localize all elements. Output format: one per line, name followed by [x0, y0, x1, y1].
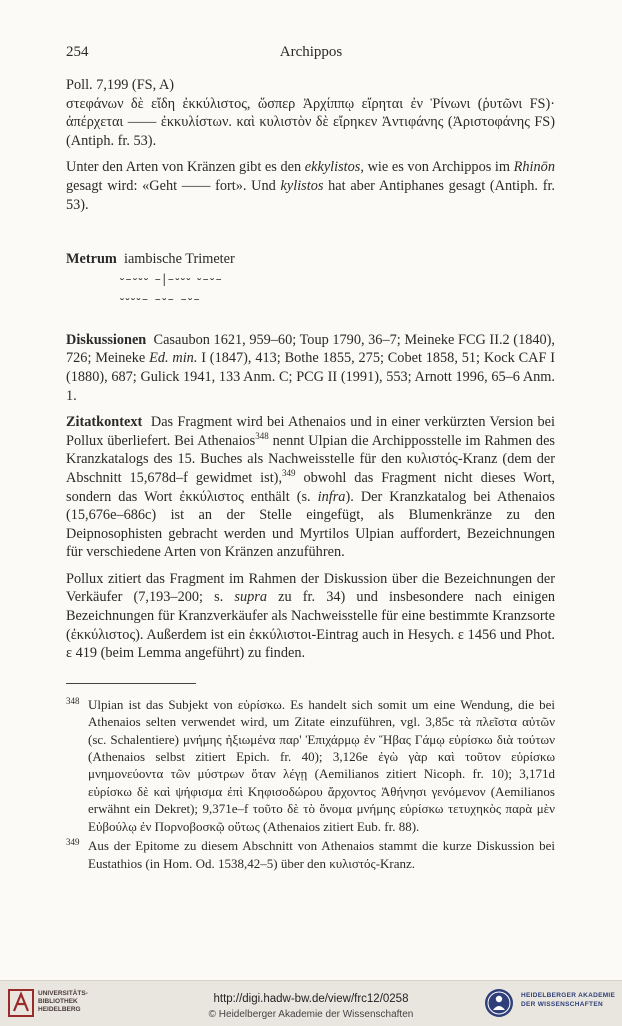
footnote-text: Ulpian ist das Subjekt von εὑρίσκω. Es handelt sich somit um eine Wendung, die bei Athenaios selten verwendet wird, um Zitate einzuführen, vgl. 3,85c τὰ πλεῖστα αὐτῶν (sc. Schalentiere) μνήμης ἠξιωμένα παρ' Ἐπιχάρμῳ ἐν Ἥβας Γάμῳ εὑρίσκω διὰ τούτων (Athenaios selbst zitiert Epich. fr. 40); 3,126e ἐγὼ γὰρ καὶ τοῦτον εὑρίσκω μνημονεύοντα τῶν μύστρων ὅταν λέγῃ (Aemilianos zitiert Nicoph. fr. 10); 3,171d εὑρίσκω δὲ καὶ ψήφισμα ἐπὶ Κηφισοδώρου ἄρχοντος Ἀθήνησι γενόμενον (Aemilianos erwähnt ein Dekret); 9,371e–f τοῦτο δὲ τὸ ὄνομα μνήμης εὑρίσκω τετυχηκὸς παρὰ μὲν Εὐβούλῳ ἐν Πορνοβοσκῷ οὕτως (Athenaios zitiert Eub. fr. 88). — [88, 696, 555, 834]
page-body — [66, 76, 555, 874]
footnote-number: 348 — [66, 695, 80, 706]
footnote-348 — [66, 696, 555, 835]
source-citation: Poll. 7,199 (FS, A) — [66, 77, 175, 93]
footnote-divider — [66, 683, 196, 684]
academy-name[interactable]: HEIDELBERGER AKADEMIE DER WISSENSCHAFTEN — [521, 992, 616, 1008]
zitatkontext-paragraph-2: Pollux zitiert das Fragment im Rahmen der Diskussion über die Bezeichnungen der Verkäufer (7,193–200; s. supra zu fr. 34) und insbesondere nach einigen Bezeichnungen für Kranzverkäufer als Nachweisstelle für eine bestimmte Kranzsorte (ἐκκύλιστος). Außerdem ist ein ἐκκύλιστοι-Eintrag auch in Hesych. ε 1456 und Phot. ε 419 (beim Lemma angeführt) zu finden. — [66, 570, 555, 662]
zitatkontext-section: Zitatkontext Das Fragment wird bei Athenaios und in einer verkürzten Version bei Pollux überliefert. Bei Athenaios$^{348}$ nennt Ulpian die Archipposstelle im Rahmen des Kranzkatalogs des 15. Buches als Nachweisstelle für den κυλιστός-Kranz (dem der Abschnitt 15,678d–f gewidmet ist),$^{349}$ obwohl das Fragment nicht dieses Wort, sondern das Wort ἐκκύλιστος enthält (s. infra). Der Kranzkatalog bei Athenaios (15,676e–686c) ist an der Stelle eingefügt, als Blumenkränze zu den Deipnosophisten gebracht werden und Myrtilos Ulpian auffordert, Bezeichnungen für verschiedene Arten von Kränzen anzuführen. Pollux zitiert das Fragment im Rahmen der Diskussion über die Bezeichnungen der Verkäufer (7,193–200; s. supra zu fr. 34) und insbesondere nach einigen Bezeichnungen für Kranzverkäufer als Nachweisstelle für eine bestimmte Kranzsorte (ἐκκύλιστος). Außerdem ist ein ἐκκύλιστοι-Eintrag auch in Hesych. ε 1456 und Phot. ε 419 (beim Lemma angeführt) zu finden. — [66, 414, 555, 662]
footnotes — [66, 696, 555, 872]
permalink-url[interactable]: http://digi.hadw-bw.de/view/frc12/0258 — [213, 993, 409, 1005]
source-block — [66, 76, 555, 214]
footnote-ref-348[interactable]: 348 — [255, 430, 269, 441]
footnote-number: 349 — [66, 837, 80, 848]
diskussionen-label: Diskussionen — [66, 331, 147, 348]
german-translation: Unter den Arten von Kränzen gibt es den ekkylistos, wie es von Archippos im Rhinōn gesagt wird: «Geht —— fort». Und kylistos hat aber Antiphanes gesagt (Antiph. fr. 53). — [66, 159, 555, 213]
metrum-label: Metrum — [66, 251, 117, 268]
metrum-text: iambische Trimeter — [123, 251, 235, 268]
running-header — [66, 44, 556, 66]
university-library-name[interactable]: UNIVERSITÄTS- BIBLIOTHEK HEIDELBERG — [38, 990, 88, 1013]
page-number: 254 — [66, 44, 89, 60]
zitatkontext-label: Zitatkontext — [66, 414, 143, 431]
academy-seal-icon[interactable] — [484, 988, 514, 1018]
footnote-text: Aus der Epitome zu diesem Abschnitt von Athenaios stammt die kurze Diskussion bei Eustathios (in Hom. Od. 1538,42–5) über den κυλιστός-Kranz. — [88, 838, 555, 871]
footnote-349 — [66, 837, 555, 872]
metrum-section — [66, 250, 555, 309]
meter-scheme-line-2: ⏑⏑⏑⏑– –⏑– –⏑– — [120, 291, 202, 306]
copyright-notice: © Heidelberger Akademie der Wissenschaften — [208, 1009, 414, 1020]
footnote-ref-349[interactable]: 349 — [282, 468, 296, 479]
diskussionen-section: Diskussionen Casaubon 1621, 959–60; Toup 1790, 36–7; Meineke FCG II.2 (1840), 726; Meineke Ed. min. I (1847), 413; Bothe 1855, 275; Cobet 1858, 51; Kock CAF I (1880), 687; Gulick 1941, 133 Anm. C; PCG II (1991), 553; Arnott 1996, 65–6 Anm. 1. — [66, 331, 556, 404]
viewer-footer — [0, 980, 622, 1026]
running-title: Archippos — [279, 44, 343, 60]
greek-fragment-text: στεφάνων δὲ εἴδη ἐκκύλιστος, ὥσπερ Ἀρχίππῳ εἴρηται ἐν Ῥίνωνι (ῥυτῶνι FS)· ἀπέρχεται —— ἐκκυλίστων. καὶ κυλιστὸν δὲ εἴρηκεν Ἀντιφάνης (Ἀριστοφάνης FS) (Antiph. fr. 53). — [66, 95, 555, 149]
meter-scheme-line-1: ⏑–⏑⏑⏑ –|–⏑⏑⏑ ⏑–⏑– — [120, 271, 224, 286]
